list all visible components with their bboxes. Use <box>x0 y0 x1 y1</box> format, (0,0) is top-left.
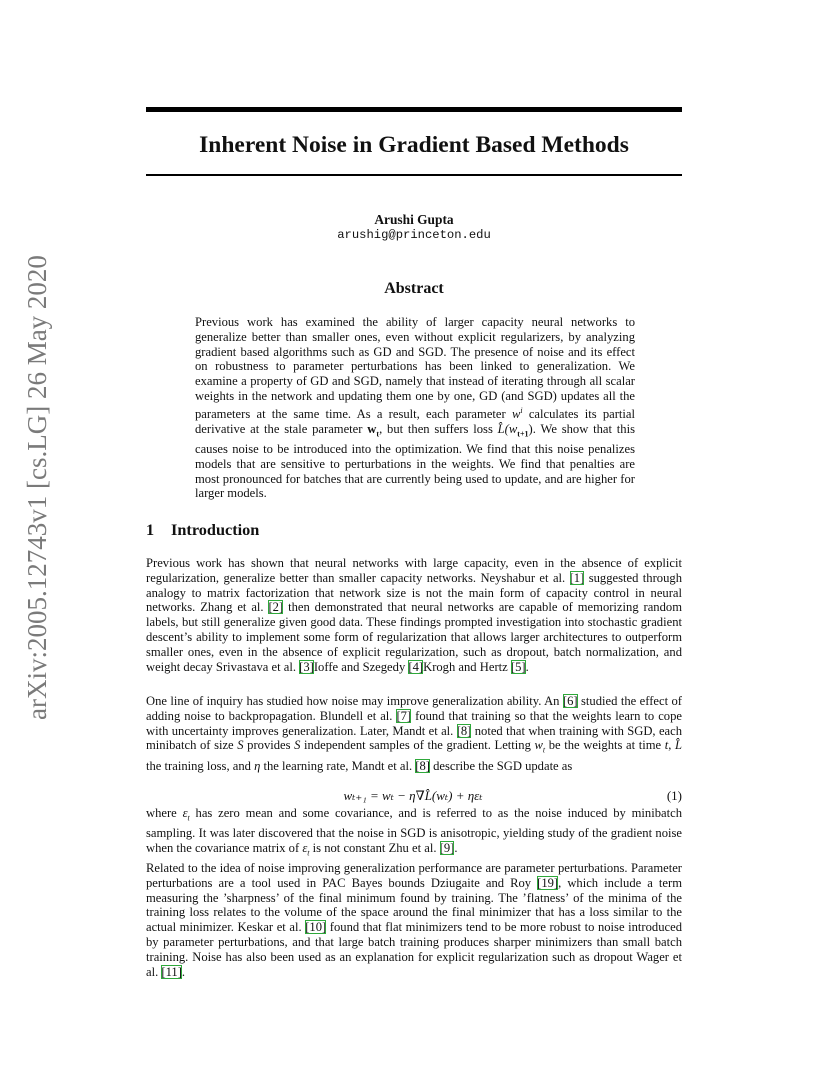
section-number: 1 <box>146 520 155 539</box>
citation-link[interactable]: [8] <box>415 758 430 773</box>
citation-link[interactable]: [7] <box>396 708 412 723</box>
paper-title: Inherent Noise in Gradient Based Methods <box>199 132 629 158</box>
title-bottom-rule <box>146 174 682 176</box>
section-title: Introduction <box>171 520 260 539</box>
citation-link[interactable]: [8] <box>456 723 472 738</box>
intro-paragraph-3: where $\varepsilon_t$ has zero mean and some covariance, and is referred to as the noise induced by minibatch sampling. It was later discovered that the noise in SGD is anisotropic, yielding study of the gradient noise when the covariance matrix of $\varepsilon_t$ is not constant Zhu et al. [9]. <box>146 806 682 858</box>
title-top-rule <box>146 107 682 112</box>
author-email: arushig@princeton.edu <box>337 228 491 242</box>
equation-number: (1) <box>666 788 682 803</box>
citation-link[interactable]: [11] <box>161 964 182 979</box>
citation-link[interactable]: [19] <box>537 875 559 890</box>
equation-sgd-update <box>146 788 682 804</box>
citation-link[interactable]: [5] <box>510 659 526 674</box>
intro-paragraph-1: Previous work has shown that neural networks with large capacity, even in the absence of explicit regularization, generalize better than smaller capacity networks. Neyshabur et al. [1] suggested through analogy to matrix factorization that network size is not the main form of capacity control in neural networks. Zhang et al. [2] then demonstrated that neural networks are capable of memorizing random labels, but still generalize given good data. These findings prompted investigation into stochastic gradient descent’s ability to implement some form of regularization that allows larger architectures to outperform smaller ones, even in the absence of explicit regularization, such as dropout, batch normalization, and weight decay Srivastava et al. [3]Ioffe and Szegedy [4]Krogh and Hertz [5]. <box>146 556 682 674</box>
citation-link[interactable]: [6] <box>562 694 578 708</box>
citation-link[interactable]: [3] <box>299 659 314 674</box>
abstract-body: Previous work has examined the ability of larger capacity neural networks to generalize better than smaller ones, even without explicit regularizers, by analyzing gradient based algorithms such as GD and SGD. The presence of noise and its effect on robustness to parameter perturbations has been linked to generalization. We examine a property of GD and SGD, namely that instead of iterating through all scalar weights in the network and updating them one by one, GD (and SGD) updates all the parameters at the same time. As a result, each parameter $w^i$ calculates its partial derivative at the stale parameter $w_t$, but then suffers loss $L̂(w_{t+1})$. We show that this causes noise to be introduced into the optimization. We find that this noise penalizes models that are sensitive to perturbations in the weights. We find that penalties are most pronounced for batches that are currently being used to update, and are higher for larger models. <box>195 315 636 501</box>
intro-paragraph-2: One line of inquiry has studied how noise may improve generalization ability. An [6] studied the effect of adding noise to backpropagation. Blundell et al. [7] found that training so that the weights learn to cope with uncertainty improves generalization. Later, Mandt et al. [8] noted that when training with SGD, each minibatch of size S provides S independent samples of the gradient. Letting $w_t$ be the weights at time t, L̂ the training loss, and η the learning rate, Mandt et al. [8] describe the SGD update as <box>146 694 683 773</box>
arxiv-sidebar-stamp: arXiv:2005.12743v1 [cs.LG] 26 May 2020 <box>22 255 52 720</box>
intro-paragraph-4: Related to the idea of noise improving generalization performance are parameter perturbations. Parameter perturbations are a tool used in PAC Bayes bounds Dziugaite and Roy [19], which include a term measuring the ’sharpness’ of the final minimum found by training. The ’flatness’ of the minima of the training loss relates to the volume of the space around the final minimizer that has a loss similar to the actual minimizer. Keskar et al. [10] found that flat minimizers tend to be more robust to noise introduced by parameter perturbations, and that large batch training produces sharper minimizers than small batch training. Noise has also been used as an explanation for explicit regularization such as dropout Wager et al. [11]. <box>146 861 682 979</box>
citation-link[interactable]: [10] <box>305 920 327 935</box>
section-heading-introduction <box>146 520 682 540</box>
citation-link[interactable]: [4] <box>408 659 424 674</box>
equation-body: wₜ₊₁ = wₜ − η∇L̂(wₜ) + ηεₜ <box>343 788 483 803</box>
author-name: Arushi Gupta <box>374 212 454 227</box>
abstract-heading: Abstract <box>384 280 444 297</box>
citation-link[interactable]: [9] <box>439 841 455 856</box>
citation-link[interactable]: [2] <box>268 600 284 615</box>
citation-link[interactable]: [1] <box>569 570 585 585</box>
